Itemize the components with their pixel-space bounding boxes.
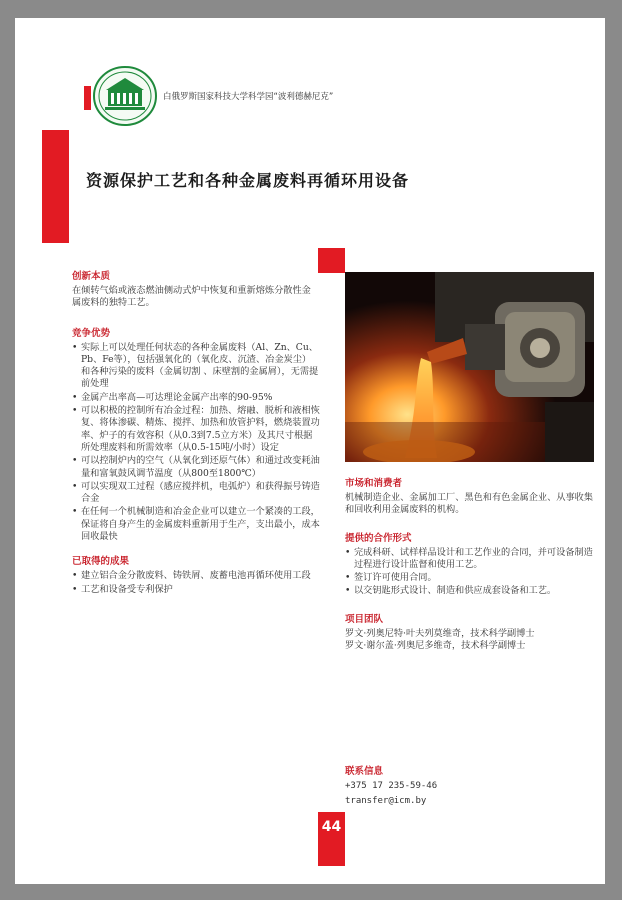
team-heading: 项目团队: [345, 613, 384, 625]
organization-name: 白俄罗斯国家科技大学科学园“波利德赫尼克”: [163, 92, 334, 102]
team-member: 罗文·谢尔盖·列奥尼多维奇，技术科学副博士: [345, 640, 526, 652]
market-section: [345, 475, 600, 517]
innovation-heading: 创新本质: [72, 271, 111, 282]
innovation-section: [72, 268, 320, 310]
contact-email[interactable]: transfer@icm.by: [345, 796, 427, 807]
list-item: • 以交钥匙形式设计、制造和供应成套设备和工艺。: [345, 585, 600, 597]
university-logo: [90, 62, 160, 130]
list-item: • 可以积极的控制所有冶金过程：加热、熔融、脱析和液相恢复、将体渗碳、精炼、搅拌、加热和放管护料，燃烧装置功率、炉子的有效容积（从0.3到7.5立方米）及其尺寸根据所处理废料和所需效率（从0.5-15吨/小时）设定: [72, 405, 320, 454]
contact-heading: 联系信息: [345, 766, 384, 777]
innovation-text: 在倾转气焰或液态燃油侧动式炉中恢复和重新熔炼分散性金属废料的独特工艺。: [72, 285, 311, 309]
market-heading: 市场和消费者: [345, 478, 403, 489]
market-text: 机械制造企业、金属加工厂、黑色和有色金属企业、从事收集和回收利用金属废料的机构。: [345, 492, 594, 516]
list-item: • 工艺和设备受专利保护: [72, 584, 320, 596]
right-column: [345, 475, 600, 652]
furnace-photo: [345, 272, 594, 462]
results-section: [72, 553, 320, 596]
cooperation-section: [345, 530, 600, 598]
contact-section: [345, 763, 545, 808]
left-column: [72, 268, 320, 597]
list-item: • 签订许可使用合同。: [345, 572, 600, 584]
results-heading: 已取得的成果: [72, 556, 130, 568]
page-title: 资源保护工艺和各种金属废料再循环用设备: [86, 171, 410, 190]
team-member: 罗文·列奥尼特·叶夫列莫维奇，技术科学副博士: [345, 627, 535, 639]
list-item: • 完成科研、试样样品设计和工艺作业的合同，并可设备制造过程进行设计监督和使用工艺。: [345, 547, 600, 572]
section-accent-square: [318, 248, 345, 273]
list-item: • 金属产出率高—可达理论金属产出率的90-95%: [72, 392, 320, 404]
contact-phone: +375 17 235-59-46: [345, 781, 438, 791]
team-section: [345, 611, 600, 653]
cooperation-heading: 提供的合作形式: [345, 532, 412, 544]
title-accent-bar: [42, 130, 69, 243]
list-item: • 实际上可以处理任何状态的各种金属废料（Al、Zn、Cu、Pb、Fe等），包括强氧化的（氧化皮、沉渣、冶金炭尘）和各种污染的废料（金属切割 、床壁割的金属屑），无需提前处理: [72, 342, 320, 391]
list-item: • 可以实现双工过程（感应搅拌机，电弧炉）和获得振号铸造合金: [72, 481, 320, 506]
list-item: • 可以控制炉内的空气（从氧化到还原气体）和通过改变耗油量和富氧鼓风调节温度（从800至1800℃）: [72, 455, 320, 480]
advantages-section: [72, 325, 320, 544]
list-item: • 建立铝合金分散废料、铸铁屑、废蓄电池再循环使用工段: [72, 570, 320, 582]
page-number: 44: [318, 812, 345, 866]
list-item: • 在任何一个机械制造和冶金企业可以建立一个紧凑的工段，保证将自身产生的金属废料重新用于生产，支出最小，成本回收最快: [72, 506, 320, 543]
advantages-heading: 竞争优势: [72, 327, 111, 339]
